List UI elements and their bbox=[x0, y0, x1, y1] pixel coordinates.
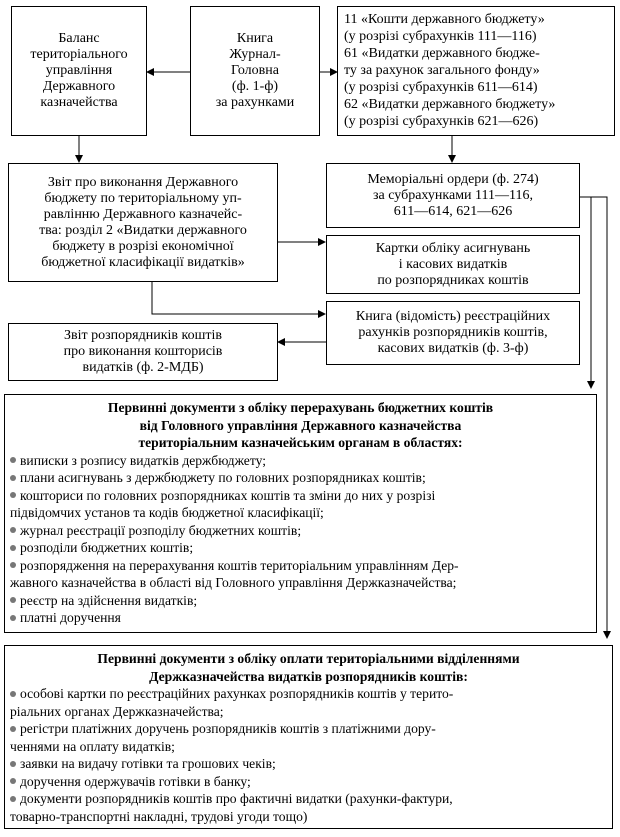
list-item-text: платні доручення bbox=[20, 610, 121, 625]
list-item-text: документи розпорядників коштів про фактичні видатки (рахунки-фактури, bbox=[20, 791, 453, 806]
accounts-box bbox=[337, 6, 615, 136]
registration-ledger-line: Книга (відомість) реєстраційних bbox=[355, 309, 551, 324]
managers-report-line: про виконання кошторисів bbox=[63, 344, 223, 359]
journal-line: за рахунками bbox=[215, 95, 295, 110]
list-item-text: заявки на видачу готівки та грошових чеків; bbox=[20, 756, 276, 771]
budget-report-line: бюджету в розрізі економічної bbox=[52, 238, 234, 254]
balance-line: казначейства bbox=[40, 95, 118, 110]
bullet-icon bbox=[10, 778, 16, 784]
list-item-text: регістри платіжних доручень розпорядників коштів з платіжними дору- bbox=[20, 721, 436, 736]
list-item bbox=[10, 469, 591, 487]
memorial-orders-box bbox=[326, 163, 580, 228]
budget-report-box bbox=[8, 163, 278, 282]
list-item-continuation: жавного казначейства в області від Головного управління Держказначейства; bbox=[10, 575, 457, 590]
list-item-text: доручення одержувачів готівки в банку; bbox=[20, 773, 251, 789]
primary-transfers-box bbox=[4, 394, 597, 633]
list-item bbox=[10, 539, 591, 557]
primary-payments-box bbox=[4, 645, 613, 829]
managers-report-line: Звіт розпорядників коштів bbox=[64, 328, 222, 343]
bullet-icon bbox=[10, 562, 16, 568]
managers-report-line: видатків (ф. 2-МДБ) bbox=[82, 360, 204, 375]
arrow-report-to-ledger bbox=[152, 282, 325, 314]
list-item bbox=[10, 487, 591, 505]
list-item-text: журнал реєстрації розподілу бюджетних коштів; bbox=[20, 522, 302, 538]
list-item bbox=[10, 790, 607, 808]
list-item-text: особові картки по реєстраційних рахунках розпорядників коштів у терито- bbox=[20, 686, 454, 701]
accounts-line: (у розрізі субрахунків 611—614) bbox=[344, 80, 538, 95]
bullet-icon bbox=[10, 475, 16, 481]
balance-box bbox=[11, 6, 147, 136]
list-item bbox=[10, 609, 591, 627]
list-item bbox=[10, 557, 591, 575]
list-item bbox=[10, 773, 607, 791]
list-item-continuation: товарно-транспортні накладні, трудові угоди тощо) bbox=[10, 808, 308, 824]
allocation-cards-line: по розпорядниках коштів bbox=[377, 272, 529, 288]
list-item bbox=[10, 755, 607, 773]
list-item-text: розподіли бюджетних коштів; bbox=[20, 540, 194, 555]
list-item-continuation: підвідомчих установ та кодів бюджетної класифікації; bbox=[10, 505, 324, 520]
list-item-text: реєстр на здійснення видатків; bbox=[20, 592, 198, 608]
primary-payments-title: Держказначейства видатків розпорядників коштів: bbox=[149, 668, 468, 684]
allocation-cards-line: Картки обліку асигнувань bbox=[375, 240, 531, 256]
memorial-orders-line: 611—614, 621—626 bbox=[393, 203, 513, 219]
list-item-text: плани асигнувань з держбюджету по головних розпорядниках коштів; bbox=[20, 470, 426, 485]
accounts-line: 11 «Кошти державного бюджету» bbox=[344, 12, 545, 27]
accounts-line: 61 «Видатки державного бюдже- bbox=[344, 46, 540, 61]
primary-transfers-title: від Головного управління Державного казначейства bbox=[139, 417, 462, 433]
budget-report-line: равлінню Державного казначейс- bbox=[43, 206, 243, 222]
accounts-line: 62 «Видатки державного бюджету» bbox=[344, 97, 556, 112]
registration-ledger-line: рахунків розпорядників коштів, bbox=[358, 325, 548, 340]
bullet-icon bbox=[10, 492, 16, 498]
list-item bbox=[10, 592, 591, 610]
list-item-text: виписки з розпису видатків держбюджету; bbox=[20, 452, 266, 468]
journal-line: Книга bbox=[236, 31, 274, 46]
list-item-text: розпорядження на перерахування коштів територіальним управлінням Дер- bbox=[20, 557, 459, 573]
list-item bbox=[10, 685, 607, 703]
balance-line: управління bbox=[45, 63, 113, 78]
memorial-orders-line: Меморіальні ордери (ф. 274) bbox=[367, 171, 539, 187]
bullet-icon bbox=[10, 726, 16, 732]
list-item-continuation: ріальних органах Держказначейства; bbox=[10, 703, 224, 719]
primary-transfers-title: Первинні документи з обліку перерахувань бюджетних коштів bbox=[107, 400, 494, 415]
list-item bbox=[10, 720, 607, 738]
list-item bbox=[10, 452, 591, 470]
registration-ledger-line: касових видатків (ф. 3-ф) bbox=[377, 341, 529, 356]
accounts-line: (у розрізі субрахунків 621—626) bbox=[344, 114, 539, 129]
bullet-icon bbox=[10, 691, 16, 697]
journal-line: (ф. 1-ф) bbox=[231, 79, 279, 94]
registration-ledger-box bbox=[326, 301, 580, 365]
list-item-continuation: ченнями на оплату видатків; bbox=[10, 738, 175, 754]
bullet-icon bbox=[10, 597, 16, 603]
journal-line: Головна bbox=[231, 63, 279, 78]
allocation-cards-line: і касових видатків bbox=[398, 256, 508, 272]
bullet-icon bbox=[10, 527, 16, 533]
managers-report-box bbox=[8, 323, 278, 381]
bullet-icon bbox=[10, 761, 16, 767]
accounts-line: ту за рахунок загального фонду» bbox=[344, 63, 540, 78]
bullet-icon bbox=[10, 796, 16, 802]
bullet-icon bbox=[10, 545, 16, 551]
primary-transfers-title: територіальним казначейським органам в областях: bbox=[138, 435, 463, 450]
budget-report-line: тва: розділ 2 «Видатки державного bbox=[39, 222, 247, 238]
journal-line: Журнал- bbox=[229, 47, 281, 62]
arrow-memorial-to-transfers bbox=[580, 197, 591, 388]
primary-payments-title: Первинні документи з обліку оплати територіальними відділеннями bbox=[97, 651, 520, 666]
budget-report-line: бюджетної класифікації видатків» bbox=[41, 254, 245, 270]
budget-report-line: бюджету по територіальному уп- bbox=[44, 190, 242, 206]
balance-line: Баланс bbox=[58, 31, 100, 46]
allocation-cards-box bbox=[326, 235, 580, 294]
journal-box bbox=[190, 6, 320, 136]
balance-line: Державного bbox=[42, 79, 116, 94]
balance-line: територіального bbox=[30, 47, 128, 62]
budget-report-line: Звіт про виконання Державного bbox=[47, 174, 239, 190]
memorial-orders-line: за субрахунками 111—116, bbox=[373, 187, 533, 203]
bullet-icon bbox=[10, 615, 16, 621]
list-item-text: кошториси по головних розпорядниках коштів та зміни до них у розрізі bbox=[20, 487, 436, 503]
list-item bbox=[10, 522, 591, 540]
bullet-icon bbox=[10, 457, 16, 463]
accounts-line: (у розрізі субрахунків 111—116) bbox=[344, 29, 537, 44]
